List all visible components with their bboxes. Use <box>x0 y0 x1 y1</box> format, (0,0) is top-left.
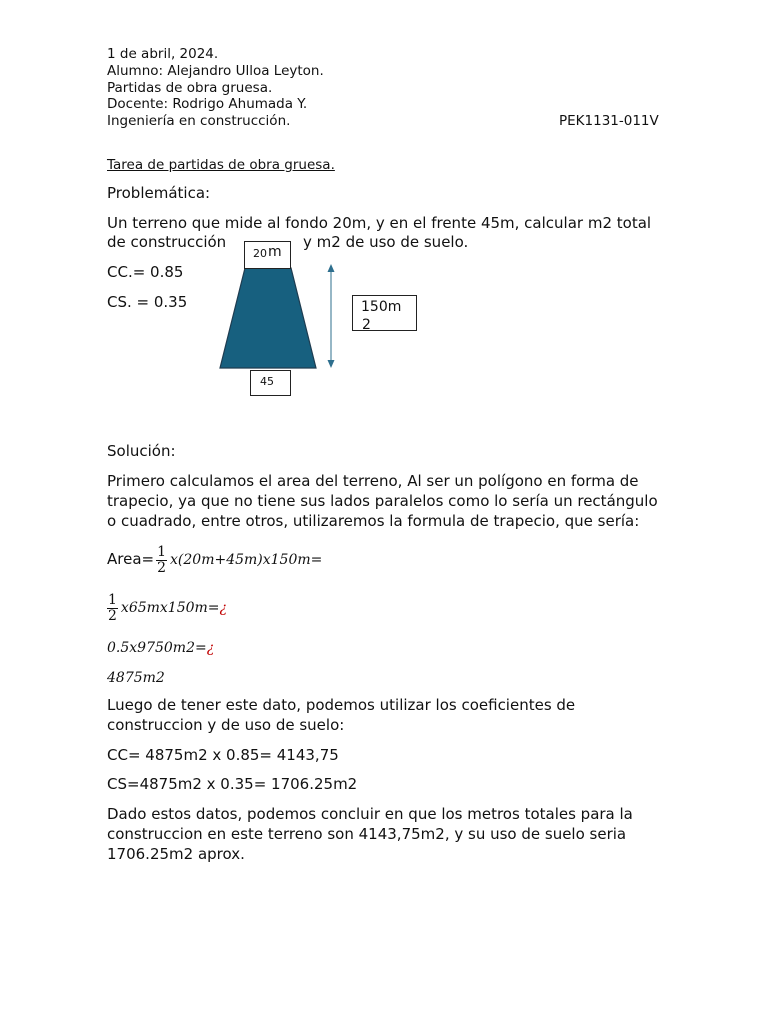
height-label-box <box>352 295 417 331</box>
problem-line-2a: de construcción <box>107 233 227 251</box>
area-result <box>107 667 165 686</box>
date-line: 1 de abril, 2024. <box>107 46 219 62</box>
solution-paragraph-2-line-1: Luego de tener este dato, podemos utilizar los coeficientes de <box>107 696 576 714</box>
height-label-value: 150m <box>361 299 402 315</box>
solution-paragraph-1-line-2: trapecio, ya que no tiene sus lados paralelos como lo sería un rectángulo <box>107 492 658 510</box>
area-expression: x(20m+45m)x150m= <box>170 552 323 568</box>
student-line: Alumno: Alejandro Ulloa Leyton. <box>107 63 324 79</box>
cc-calculation: CC= 4875m2 x 0.85= 4143,75 <box>107 746 339 764</box>
conclusion-line-1: Dado estos datos, podemos concluir en que los metros totales para la <box>107 805 633 823</box>
height-arrow-bottom <box>328 360 335 368</box>
step-2-expression: x65mx150m= <box>120 600 220 616</box>
solution-paragraph-1-line-3: o cuadrado, entre otros, utilizaremos la formula de trapecio, que sería: <box>107 512 640 530</box>
inverted-question-mark: ¿ <box>219 600 228 616</box>
task-title: Tarea de partidas de obra gruesa. <box>107 157 335 173</box>
fraction-denominator-2: 2 <box>108 607 117 624</box>
career-line: Ingeniería en construcción. <box>107 113 291 129</box>
solution-paragraph-1-line-1: Primero calculamos el area del terreno, Al ser un polígono en forma de <box>107 472 639 490</box>
fraction-numerator: 1 <box>157 543 167 560</box>
trapezoid-diagram <box>210 258 350 373</box>
trapezoid-shape <box>220 268 316 368</box>
area-prefix: Area= <box>107 550 155 569</box>
top-width-number: 20 <box>253 247 267 260</box>
step-3-expression: 0.5x9750m2= <box>107 640 207 656</box>
problem-heading: Problemática: <box>107 184 211 202</box>
cc-coefficient: CC.= 0.85 <box>107 263 184 281</box>
cs-calculation: CS=4875m2 x 0.35= 1706.25m2 <box>107 775 358 793</box>
problem-line-1: Un terreno que mide al fondo 20m, y en el frente 45m, calcular m2 total <box>107 214 652 232</box>
bottom-width-number: 45 <box>260 375 274 388</box>
problem-line-2b: y m2 de uso de suelo. <box>303 233 469 251</box>
teacher-line: Docente: Rodrigo Ahumada Y. <box>107 96 308 112</box>
top-width-label-box <box>244 241 291 269</box>
step-4-expression: 4875m2 <box>107 670 165 686</box>
cs-coefficient: CS. = 0.35 <box>107 293 188 311</box>
top-width-unit: m <box>268 244 282 260</box>
solution-paragraph-2-line-2: construccion y de uso de suelo: <box>107 716 345 734</box>
inverted-question-mark-2: ¿ <box>206 640 215 656</box>
solution-heading: Solución: <box>107 442 176 460</box>
half-fraction <box>156 545 167 576</box>
fraction-numerator-2: 1 <box>108 591 117 608</box>
half-fraction-2 <box>107 593 118 624</box>
subject-line: Partidas de obra gruesa. <box>107 80 273 96</box>
height-label-exponent: 2 <box>362 317 371 331</box>
fraction-denominator: 2 <box>157 559 167 576</box>
course-code: PEK1131-011V <box>559 113 659 129</box>
conclusion-line-3: 1706.25m2 aprox. <box>107 845 245 863</box>
conclusion-line-2: construccion en este terreno son 4143,75m2, y su uso de suelo seria <box>107 825 627 843</box>
area-step-3 <box>107 637 214 656</box>
area-step-2 <box>107 590 227 626</box>
area-formula <box>107 542 322 578</box>
height-arrow-top <box>328 264 335 272</box>
bottom-width-label-box <box>250 370 291 396</box>
